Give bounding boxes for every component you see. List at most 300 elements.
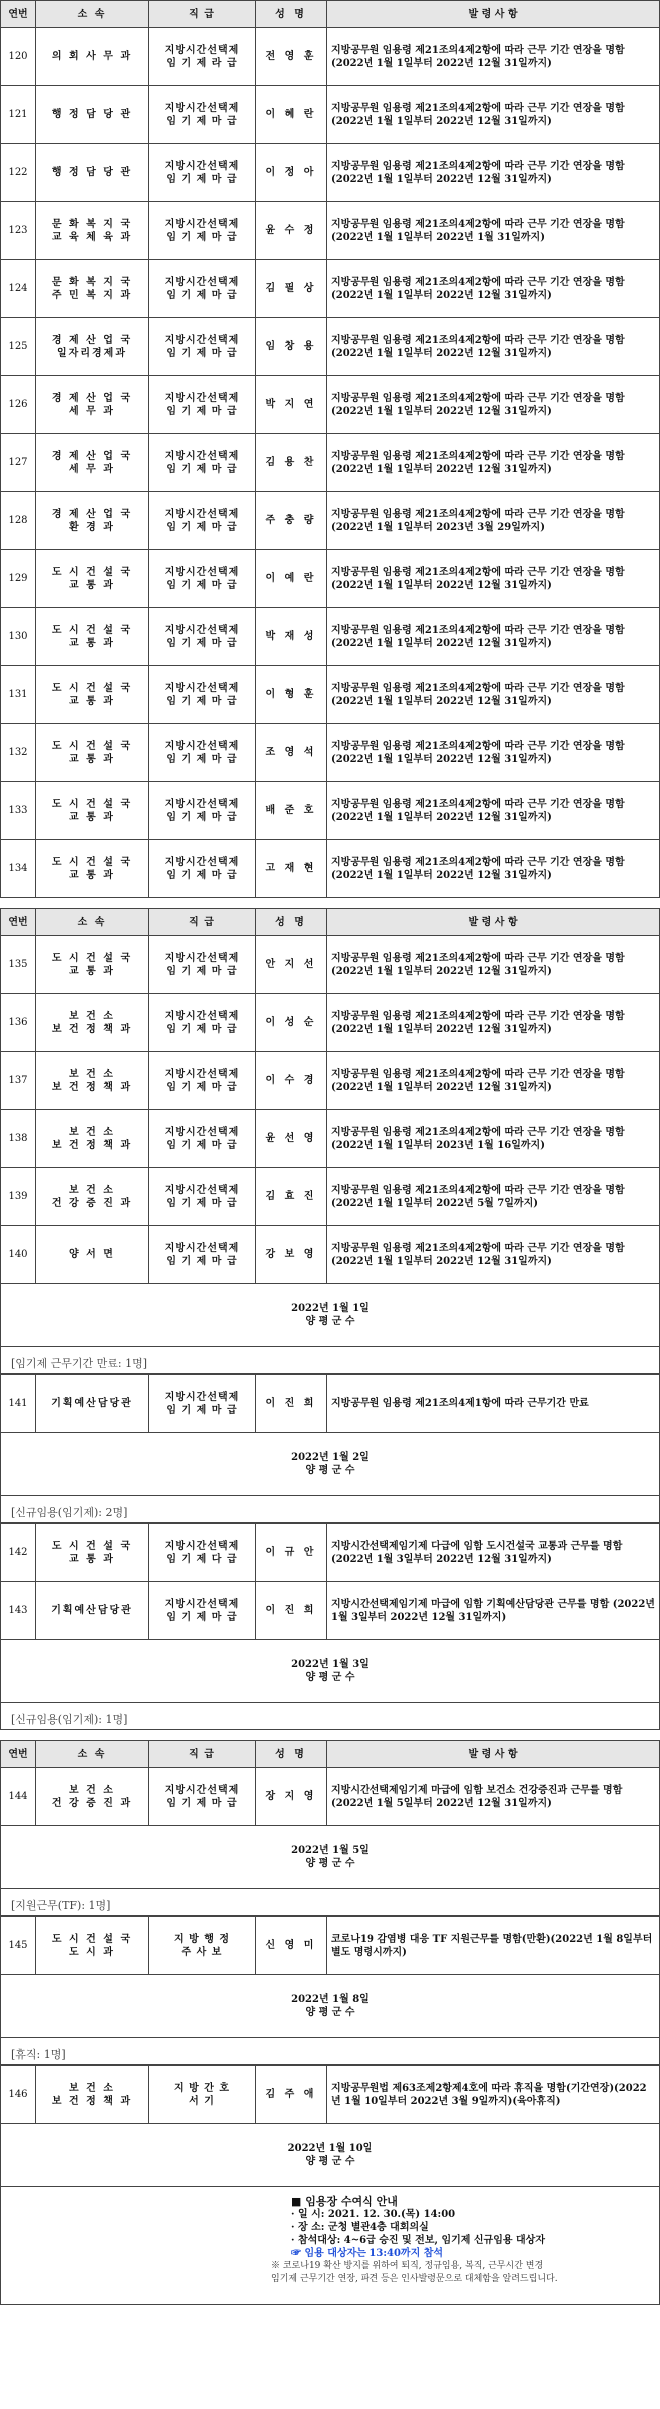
row-grade [149, 1168, 256, 1226]
row-number: 123 [1, 202, 36, 260]
row-number: 144 [1, 1768, 36, 1826]
page-gap [0, 1730, 660, 1740]
row-grade [149, 1524, 256, 1582]
section-frame [0, 1347, 660, 1374]
row-name: 배 준 호 [256, 782, 327, 840]
row-grade [149, 434, 256, 492]
grade-line: 주 사 보 [181, 1946, 223, 1958]
department-line: 도 시 건 설 국 [51, 1933, 133, 1945]
department-line: 기획예산담당관 [51, 1605, 133, 1616]
grade-line: 임 기 제 마 급 [166, 231, 238, 243]
row-name: 이 수 경 [256, 1052, 327, 1110]
row-number: 139 [1, 1168, 36, 1226]
grade-line: 지방시간선택제 [164, 218, 240, 230]
department-line: 보 건 소 [69, 2082, 115, 2094]
row-name: 강 보 영 [256, 1226, 327, 1284]
grade-line: 지방시간선택제 [164, 276, 240, 288]
header-grade: 직 급 [149, 1741, 256, 1768]
row-number: 145 [1, 1917, 36, 1975]
row-department [36, 86, 149, 144]
table-row [1, 936, 660, 994]
row-action: 지방공무원 임용령 제21조의4제2항에 따라 근무 기간 연장을 명함(2022년 1월 1일부터 2022년 12월 31일까지) [327, 144, 660, 202]
grade-line: 지방시간선택제 [164, 1391, 240, 1403]
row-department [36, 492, 149, 550]
grade-line: 임 기 제 마 급 [166, 347, 238, 359]
row-action: 지방공무원 임용령 제21조의4제2항에 따라 근무 기간 연장을 명함(2022년 1월 1일부터 2022년 12월 31일까지) [327, 376, 660, 434]
row-action: 지방공무원 임용령 제21조의4제2항에 따라 근무 기간 연장을 명함(2022년 1월 1일부터 2022년 12월 31일까지) [327, 936, 660, 994]
row-grade [149, 1052, 256, 1110]
row-name: 김 주 애 [256, 2066, 327, 2124]
grade-line: 지방시간선택제 [164, 740, 240, 752]
row-grade [149, 994, 256, 1052]
table-row [1, 202, 660, 260]
grade-line: 지방시간선택제 [164, 44, 240, 56]
grade-line: 임 기 제 마 급 [166, 869, 238, 881]
grade-line: 지방시간선택제 [164, 952, 240, 964]
department-line: 도 시 건 설 국 [51, 952, 133, 964]
department-line: 도 시 건 설 국 [51, 682, 133, 694]
table-row [1, 550, 660, 608]
row-grade [149, 1375, 256, 1433]
row-name: 이 규 안 [256, 1524, 327, 1582]
table-header [1, 909, 660, 936]
header-name: 성 명 [256, 1, 327, 28]
department-line: 일자리경제과 [57, 347, 127, 359]
row-action: 지방시간선택제임기제 다급에 임함 도시건설국 교통과 근무를 명함 (2022년 1월 3일부터 2022년 12월 31일까지) [327, 1524, 660, 1582]
department-line: 도 시 건 설 국 [51, 566, 133, 578]
signature-block [1, 1284, 660, 1347]
department-line: 경 제 산 업 국 [51, 392, 133, 404]
grade-line: 지방시간선택제 [164, 392, 240, 404]
row-action: 지방공무원 임용령 제21조의4제2항에 따라 근무 기간 연장을 명함(2022년 1월 1일부터 2023년 3월 29일까지) [327, 492, 660, 550]
grade-line: 지방시간선택제 [164, 682, 240, 694]
row-number: 140 [1, 1226, 36, 1284]
grade-line: 임 기 제 마 급 [166, 637, 238, 649]
department-line: 문 화 복 지 국 [51, 276, 133, 288]
table-row [1, 2066, 660, 2124]
row-number: 141 [1, 1375, 36, 1433]
table-row [1, 1168, 660, 1226]
header-no: 연번 [1, 1741, 36, 1768]
row-name: 조 영 석 [256, 724, 327, 782]
grade-line: 지방시간선택제 [164, 798, 240, 810]
department-line: 도 시 건 설 국 [51, 856, 133, 868]
row-name: 윤 수 정 [256, 202, 327, 260]
department-line: 경 제 산 업 국 [51, 334, 133, 346]
grade-line: 지방시간선택제 [164, 508, 240, 520]
ceremony-announcement [0, 2187, 660, 2305]
department-line: 경 제 산 업 국 [51, 450, 133, 462]
row-department [36, 1768, 149, 1826]
grade-line: 지방시간선택제 [164, 160, 240, 172]
announcement-title: ■ 임용장 수여식 안내 [291, 2195, 398, 2208]
department-line: 행 정 담 당 관 [51, 167, 133, 178]
department-line: 도 시 과 [69, 1946, 115, 1958]
announcement-attendees: · 참석대상: 4~6급 승진 및 전보, 임기제 신규임용 대상자 [291, 2235, 546, 2246]
personnel-table-3 [0, 1740, 660, 1889]
grade-line: 서 기 [189, 2095, 215, 2107]
table-row [1, 1226, 660, 1284]
signature-org: 양 평 군 수 [305, 1316, 355, 1327]
grade-line: 임 기 제 다 급 [166, 1553, 238, 1565]
table-row [1, 492, 660, 550]
row-action: 지방공무원 임용령 제21조의4제2항에 따라 근무 기간 연장을 명함(2022년 1월 1일부터 2022년 12월 31일까지) [327, 666, 660, 724]
grade-line: 지방시간선택제 [164, 856, 240, 868]
grade-line: 임 기 제 마 급 [166, 1404, 238, 1416]
grade-line: 지 방 행 정 [173, 1933, 231, 1945]
department-line: 보 건 정 책 과 [51, 2095, 133, 2107]
table-row [1, 666, 660, 724]
department-line: 문 화 복 지 국 [51, 218, 133, 230]
grade-line: 지방시간선택제 [164, 566, 240, 578]
signature-date: 2022년 1월 1일 [291, 1303, 369, 1314]
row-department [36, 724, 149, 782]
grade-line: 지방시간선택제 [164, 1068, 240, 1080]
page-gap [0, 898, 660, 908]
grade-line: 임 기 제 마 급 [166, 289, 238, 301]
row-grade [149, 840, 256, 898]
row-action: 지방시간선택제임기제 마급에 임함 보건소 건강증진과 근무를 명함 (2022년 1월 5일부터 2022년 12월 31일까지) [327, 1768, 660, 1826]
row-grade [149, 86, 256, 144]
table-row [1, 86, 660, 144]
row-grade [149, 144, 256, 202]
row-name: 장 지 영 [256, 1768, 327, 1826]
signature-block [1, 1640, 660, 1703]
header-no: 연번 [1, 909, 36, 936]
row-department [36, 936, 149, 994]
row-action: 지방공무원법 제63조제2항제4호에 따라 휴직을 명함(기간연장)(2022년 1월 10일부터 2022년 3월 9일까지)(육아휴직) [327, 2066, 660, 2124]
row-name: 이 진 희 [256, 1375, 327, 1433]
row-grade [149, 782, 256, 840]
section-label: [휴직: 1명] [11, 2048, 66, 2061]
row-grade [149, 666, 256, 724]
row-number: 133 [1, 782, 36, 840]
row-department [36, 318, 149, 376]
header-action: 발 령 사 항 [327, 1741, 660, 1768]
signature-block [1, 2124, 660, 2187]
table-header [1, 1, 660, 28]
row-department [36, 1226, 149, 1284]
row-number: 135 [1, 936, 36, 994]
table-row [1, 144, 660, 202]
grade-line: 임 기 제 마 급 [166, 1081, 238, 1093]
department-line: 세 무 과 [69, 463, 115, 475]
department-line: 보 건 정 책 과 [51, 1139, 133, 1151]
row-department [36, 434, 149, 492]
row-number: 124 [1, 260, 36, 318]
row-name: 김 효 진 [256, 1168, 327, 1226]
row-grade [149, 318, 256, 376]
grade-line: 임 기 제 마 급 [166, 1139, 238, 1151]
signature-org: 양 평 군 수 [305, 2007, 355, 2018]
row-name: 박 재 성 [256, 608, 327, 666]
header-dept: 소 속 [36, 909, 149, 936]
department-line: 보 건 정 책 과 [51, 1081, 133, 1093]
grade-line: 지방시간선택제 [164, 1010, 240, 1022]
row-name: 이 형 훈 [256, 666, 327, 724]
header-dept: 소 속 [36, 1, 149, 28]
row-number: 120 [1, 28, 36, 86]
row-action: 지방공무원 임용령 제21조의4제2항에 따라 근무 기간 연장을 명함(2022년 1월 1일부터 2022년 12월 31일까지) [327, 608, 660, 666]
personnel-table-2 [0, 908, 660, 1347]
department-line: 교 통 과 [69, 811, 115, 823]
row-grade [149, 1110, 256, 1168]
row-department [36, 260, 149, 318]
row-number: 128 [1, 492, 36, 550]
row-grade [149, 1582, 256, 1640]
row-grade [149, 202, 256, 260]
row-department [36, 608, 149, 666]
signature-date: 2022년 1월 8일 [291, 1994, 369, 2005]
row-name: 박 지 연 [256, 376, 327, 434]
personnel-table-141 [0, 1374, 660, 1496]
announcement-arrival-time: ☞ 임용 대상자는 13:40까지 참석 [291, 2248, 444, 2259]
department-line: 경 제 산 업 국 [51, 508, 133, 520]
department-line: 도 시 건 설 국 [51, 1540, 133, 1552]
section-label: [임기제 근무기간 만료: 1명] [11, 1357, 148, 1370]
row-department [36, 1582, 149, 1640]
department-line: 교 통 과 [69, 579, 115, 591]
table-row [1, 434, 660, 492]
section-label: [신규임용(임기제): 2명] [11, 1506, 128, 1519]
grade-line: 지방시간선택제 [164, 102, 240, 114]
grade-line: 임 기 제 마 급 [166, 173, 238, 185]
personnel-table-1 [0, 0, 660, 898]
department-line: 기획예산담당관 [51, 1398, 133, 1409]
table-row [1, 260, 660, 318]
row-action: 지방공무원 임용령 제21조의4제2항에 따라 근무 기간 연장을 명함(2022년 1월 1일부터 2022년 12월 31일까지) [327, 318, 660, 376]
department-line: 교 통 과 [69, 753, 115, 765]
grade-line: 임 기 제 마 급 [166, 753, 238, 765]
row-department [36, 1052, 149, 1110]
department-line: 교 육 체 육 과 [51, 231, 133, 243]
signature-block [1, 1975, 660, 2038]
row-department [36, 994, 149, 1052]
table-row [1, 28, 660, 86]
grade-line: 지 방 간 호 [173, 2082, 231, 2094]
row-action: 지방공무원 임용령 제21조의4제2항에 따라 근무 기간 연장을 명함(2022년 1월 1일부터 2022년 12월 31일까지) [327, 1226, 660, 1284]
row-action: 지방공무원 임용령 제21조의4제2항에 따라 근무 기간 연장을 명함(2022년 1월 1일부터 2023년 1월 16일까지) [327, 1110, 660, 1168]
table-row [1, 1110, 660, 1168]
row-name: 이 진 희 [256, 1582, 327, 1640]
table-row [1, 1375, 660, 1433]
grade-line: 지방시간선택제 [164, 624, 240, 636]
grade-line: 임 기 제 마 급 [166, 579, 238, 591]
header-dept: 소 속 [36, 1741, 149, 1768]
row-department [36, 2066, 149, 2124]
department-line: 건 강 증 진 과 [51, 1197, 133, 1209]
table-row [1, 1524, 660, 1582]
row-grade [149, 28, 256, 86]
row-action: 지방공무원 임용령 제21조의4제1항에 따라 근무기간 만료 [327, 1375, 660, 1433]
signature-date: 2022년 1월 2일 [291, 1452, 369, 1463]
announcement-place: · 장 소: 군청 별관4층 대회의실 [291, 2222, 429, 2233]
signature-org: 양 평 군 수 [305, 1465, 355, 1476]
department-line: 주 민 복 지 과 [51, 289, 133, 301]
row-action: 지방공무원 임용령 제21조의4제2항에 따라 근무 기간 연장을 명함(2022년 1월 1일부터 2022년 12월 31일까지) [327, 1052, 660, 1110]
row-name: 주 충 량 [256, 492, 327, 550]
row-department [36, 28, 149, 86]
row-grade [149, 376, 256, 434]
department-line: 보 건 소 [69, 1126, 115, 1138]
signature-org: 양 평 군 수 [305, 1672, 355, 1683]
table-header [1, 1741, 660, 1768]
row-name: 안 지 선 [256, 936, 327, 994]
row-department [36, 376, 149, 434]
section-frame [0, 1496, 660, 1523]
table-body-1 [1, 28, 660, 898]
row-grade [149, 492, 256, 550]
row-action: 지방공무원 임용령 제21조의4제2항에 따라 근무 기간 연장을 명함(2022년 1월 1일부터 2022년 12월 31일까지) [327, 86, 660, 144]
header-name: 성 명 [256, 1741, 327, 1768]
grade-line: 지방시간선택제 [164, 1242, 240, 1254]
row-grade [149, 1768, 256, 1826]
department-line: 교 통 과 [69, 695, 115, 707]
row-number: 131 [1, 666, 36, 724]
row-number: 137 [1, 1052, 36, 1110]
grade-line: 지방시간선택제 [164, 1784, 240, 1796]
row-department [36, 1917, 149, 1975]
department-line: 교 통 과 [69, 965, 115, 977]
department-line: 도 시 건 설 국 [51, 798, 133, 810]
row-name: 고 재 현 [256, 840, 327, 898]
section-frame [0, 1703, 660, 1730]
department-line: 도 시 건 설 국 [51, 740, 133, 752]
row-action: 지방공무원 임용령 제21조의4제2항에 따라 근무 기간 연장을 명함(2022년 1월 1일부터 2022년 12월 31일까지) [327, 550, 660, 608]
row-number: 129 [1, 550, 36, 608]
row-name: 이 정 아 [256, 144, 327, 202]
row-grade [149, 260, 256, 318]
department-line: 건 강 증 진 과 [51, 1797, 133, 1809]
header-name: 성 명 [256, 909, 327, 936]
header-grade: 직 급 [149, 909, 256, 936]
personnel-table-142 [0, 1523, 660, 1703]
table-row [1, 994, 660, 1052]
grade-line: 임 기 제 마 급 [166, 1023, 238, 1035]
row-action: 지방공무원 임용령 제21조의4제2항에 따라 근무 기간 연장을 명함(2022년 1월 1일부터 2022년 12월 31일까지) [327, 434, 660, 492]
row-action: 지방공무원 임용령 제21조의4제2항에 따라 근무 기간 연장을 명함(2022년 1월 1일부터 2022년 1월 31일까지) [327, 202, 660, 260]
row-number: 136 [1, 994, 36, 1052]
grade-line: 임 기 제 마 급 [166, 811, 238, 823]
header-action: 발 령 사 항 [327, 909, 660, 936]
grade-line: 지방시간선택제 [164, 1184, 240, 1196]
personnel-table-146 [0, 2065, 660, 2187]
row-number: 127 [1, 434, 36, 492]
row-name: 이 성 순 [256, 994, 327, 1052]
row-department [36, 202, 149, 260]
grade-line: 임 기 제 마 급 [166, 521, 238, 533]
row-department [36, 782, 149, 840]
row-action: 지방공무원 임용령 제21조의4제2항에 따라 근무 기간 연장을 명함(2022년 1월 1일부터 2022년 12월 31일까지) [327, 840, 660, 898]
grade-line: 지방시간선택제 [164, 334, 240, 346]
row-number: 134 [1, 840, 36, 898]
table-row [1, 840, 660, 898]
signature-org: 양 평 군 수 [305, 1858, 355, 1869]
row-department [36, 1375, 149, 1433]
grade-line: 임 기 제 마 급 [166, 115, 238, 127]
row-grade [149, 2066, 256, 2124]
department-line: 양 서 면 [69, 1249, 115, 1260]
grade-line: 임 기 제 마 급 [166, 463, 238, 475]
row-name: 김 용 찬 [256, 434, 327, 492]
row-action: 지방공무원 임용령 제21조의4제2항에 따라 근무 기간 연장을 명함(2022년 1월 1일부터 2022년 12월 31일까지) [327, 994, 660, 1052]
row-number: 138 [1, 1110, 36, 1168]
grade-line: 임 기 제 마 급 [166, 695, 238, 707]
department-line: 의 회 사 무 과 [51, 51, 133, 62]
row-name: 신 영 미 [256, 1917, 327, 1975]
table-row [1, 318, 660, 376]
header-grade: 직 급 [149, 1, 256, 28]
row-action: 코로나19 감염병 대응 TF 지원근무를 명함(만환)(2022년 1월 8일부터 별도 명령시까지) [327, 1917, 660, 1975]
row-action: 지방시간선택제임기제 마급에 임함 기획예산담당관 근무를 명함 (2022년 1월 3일부터 2022년 12월 31일까지) [327, 1582, 660, 1640]
row-name: 임 창 용 [256, 318, 327, 376]
row-department [36, 666, 149, 724]
row-grade [149, 724, 256, 782]
department-line: 보 건 정 책 과 [51, 1023, 133, 1035]
row-name: 이 혜 란 [256, 86, 327, 144]
section-frame [0, 1889, 660, 1916]
row-grade [149, 1226, 256, 1284]
row-number: 132 [1, 724, 36, 782]
row-number: 143 [1, 1582, 36, 1640]
signature-org: 양 평 군 수 [305, 2156, 355, 2167]
table-row [1, 376, 660, 434]
grade-line: 임 기 제 마 급 [166, 405, 238, 417]
announcement-time: · 일 시: 2021. 12. 30.(목) 14:00 [291, 2209, 456, 2220]
row-department [36, 1168, 149, 1226]
grade-line: 임 기 제 마 급 [166, 1611, 238, 1623]
header-action: 발 령 사 항 [327, 1, 660, 28]
grade-line: 지방시간선택제 [164, 1540, 240, 1552]
grade-line: 임 기 제 마 급 [166, 1255, 238, 1267]
department-line: 세 무 과 [69, 405, 115, 417]
row-number: 146 [1, 2066, 36, 2124]
row-number: 125 [1, 318, 36, 376]
department-line: 보 건 소 [69, 1784, 115, 1796]
department-line: 교 통 과 [69, 1553, 115, 1565]
personnel-table-145 [0, 1916, 660, 2038]
department-line: 보 건 소 [69, 1068, 115, 1080]
row-action: 지방공무원 임용령 제21조의4제2항에 따라 근무 기간 연장을 명함(2022년 1월 1일부터 2022년 12월 31일까지) [327, 260, 660, 318]
section-label: [지원근무(TF): 1명] [11, 1899, 111, 1912]
row-name: 전 영 훈 [256, 28, 327, 86]
department-line: 행 정 담 당 관 [51, 109, 133, 120]
row-department [36, 550, 149, 608]
announcement-note: ※ 코로나19 확산 방지를 위하여 퇴직, 정규임용, 복직, 근무시간 변경 [271, 2261, 544, 2271]
signature-date: 2022년 1월 10일 [287, 2143, 373, 2154]
table-row [1, 724, 660, 782]
row-action: 지방공무원 임용령 제21조의4제2항에 따라 근무 기간 연장을 명함(2022년 1월 1일부터 2022년 12월 31일까지) [327, 782, 660, 840]
row-number: 122 [1, 144, 36, 202]
row-grade [149, 608, 256, 666]
department-line: 환 경 과 [69, 521, 115, 533]
signature-block [1, 1826, 660, 1889]
row-department [36, 1110, 149, 1168]
row-department [36, 840, 149, 898]
signature-date: 2022년 1월 3일 [291, 1659, 369, 1670]
announcement-note: 임기제 근무기간 연장, 파견 등은 인사발령문으로 대체함을 알려드립니다. [271, 2274, 558, 2284]
grade-line: 지방시간선택제 [164, 1126, 240, 1138]
department-line: 도 시 건 설 국 [51, 624, 133, 636]
table-row [1, 1052, 660, 1110]
table-row [1, 782, 660, 840]
table-row [1, 1582, 660, 1640]
grade-line: 임 기 제 마 급 [166, 965, 238, 977]
signature-block [1, 1433, 660, 1496]
row-number: 142 [1, 1524, 36, 1582]
table-body-2 [1, 936, 660, 1284]
row-number: 121 [1, 86, 36, 144]
